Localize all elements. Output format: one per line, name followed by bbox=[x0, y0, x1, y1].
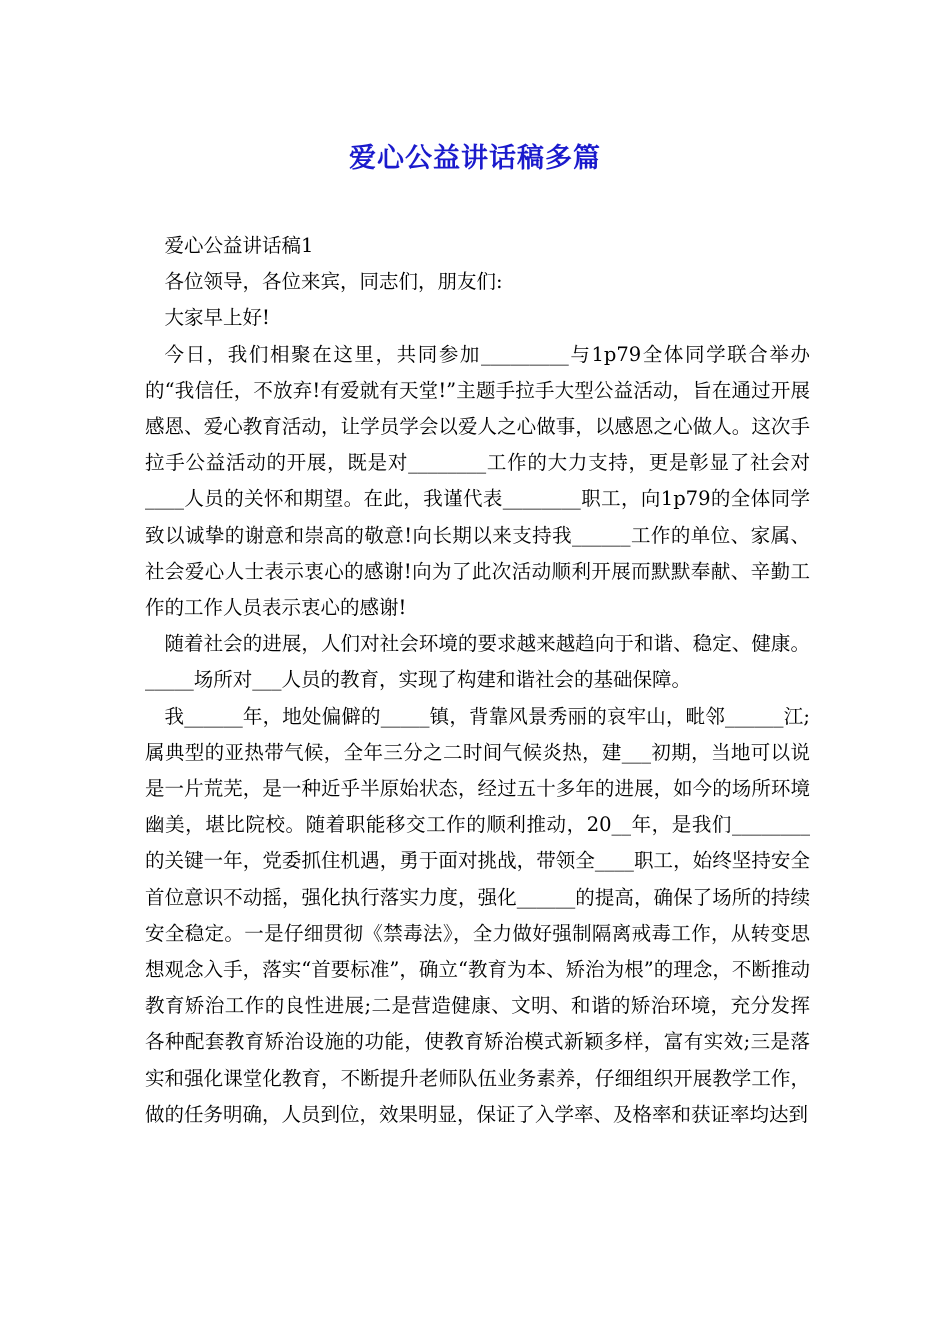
document-title: 爱心公益讲话稿多篇 bbox=[349, 143, 601, 174]
paragraph: 随着社会的进展，人们对社会环境的要求越来越趋向于和谐、稳定、健康。_____场所对___人员的教育，实现了构建和谐社会的基础保障。 bbox=[145, 632, 810, 692]
salutation: 各位领导，各位来宾，同志们，朋友们: bbox=[164, 270, 503, 294]
section-heading: 爱心公益讲话稿1 bbox=[164, 234, 314, 257]
paragraph: 我______年，地处偏僻的_____镇，背靠风景秀丽的哀牢山，毗邻______江;属典型的亚热带气候，全年三分之二时间气候炎热，建___初期，当地可以说是一片荒芜，是一种近乎半原始状态，经过五十多年的进展，如今的场所环境幽美，堪比院校。随着职能移交工作的顺利推动，20__年，是我们________的关键一年，党委抓住机遇，勇于面对挑战，带领全____职工，始终坚持安全首位意识不动摇，强化执行落实力度，强化______的提高，确保了场所的持续安全稳定。一是仔细贯彻《禁毒法》，全力做好强制隔离戒毒工作，从转变思想观念入手，落实“首要标准”，确立“教育为本、矫治为根”的理念，不断推动教育矫治工作的良性进展;二是营造健康、文明、和谐的矫治环境，充分发挥各种配套教育矫治设施的功能，使教育矫治模式新颖多样，富有实效;三是落实和强化课堂化教育，不断提升老师队伍业务素养，仔细组织开展教学工作，做的任务明确，人员到位，效果明显，保证了入学率、及格率和获证率均达到 bbox=[145, 704, 810, 1126]
document-body bbox=[145, 228, 810, 1133]
paragraph: 今日，我们相聚在这里，共同参加_________与1p79全体同学联合举办的“我信任，不放弃!有爱就有天堂!”主题手拉手大型公益活动，旨在通过开展感恩、爱心教育活动，让学员学会以爱人之心做事，以感恩之心做人。这次手拉手公益活动的开展，既是对________工作的大力支持，更是彰显了社会对____人员的关怀和期望。在此，我谨代表________职工，向1p79的全体同学致以诚挚的谢意和崇高的敬意!向长期以来支持我______工作的单位、家属、社会爱心人士表示衷心的感谢!向为了此次活动顺利开展而默默奉献、辛勤工作的工作人员表示衷心的感谢! bbox=[145, 342, 810, 620]
greeting: 大家早上好! bbox=[164, 306, 270, 330]
